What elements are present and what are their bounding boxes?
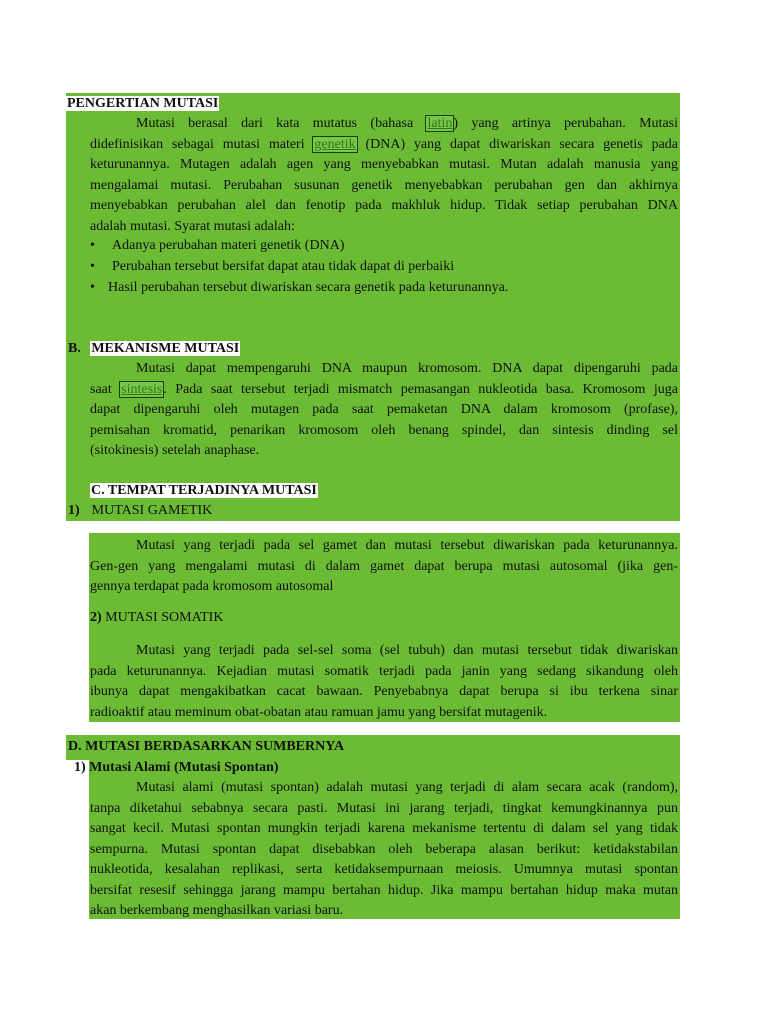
paragraph-line: Mutasi dapat mempengaruhi DNA maupun kromosom. DNA dapat dipengaruhi pada (136, 361, 678, 376)
bullet-icon: • (90, 238, 95, 253)
section-b-paragraph (90, 359, 678, 462)
subheading-mutasi-alami: 1) Mutasi Alami (Mutasi Spontan) (74, 760, 279, 775)
paragraph-line: pemisahan kromatid, penarikan kromosom oleh benang spindel, dan sintesis dinding sel (90, 422, 678, 438)
paragraph-line: (sitokinesis) setelah anaphase. (90, 443, 260, 458)
paragraph-line: Mutasi yang terjadi pada sel gamet dan mutasi tersebut diwariskan pada keturunannya. (136, 538, 678, 553)
paragraph-line: Gen-gen yang mengalami mutasi di dalam gamet dapat berupa mutasi autosomal (jika gen- (90, 558, 678, 574)
section-c-gametik-paragraph (90, 536, 678, 598)
bullet-icon: • (90, 259, 95, 274)
paragraph-line: Mutasi berasal dari kata mutatus (bahasa latin) yang artinya perubahan. Mutasi (136, 116, 678, 131)
paragraph-line: sangat kecil. Mutasi spontan mungkin terjadi karena mekanisme tertentu di dalam sel yang tidak (90, 821, 678, 836)
section-c-somatik-paragraph (90, 641, 678, 723)
subheading-mutasi-somatik: 2) MUTASI SOMATIK (90, 610, 224, 625)
paragraph-line: didefinisikan sebagai mutasi materi genetik (DNA) yang dapat diwariskan secara genetis pada (90, 136, 678, 152)
paragraph-line: keturunannya. Mutagen adalah agen yang menyebabkan mutasi. Mutan adalah manusia yang (90, 157, 678, 172)
paragraph-line: Mutasi yang terjadi pada sel-sel soma (sel tubuh) dan mutasi tersebut tidak diwariskan (136, 643, 678, 658)
paragraph-line: bersifat resesif sehingga jarang mampu bertahan hidup. Jika mampu bertahan hidup maka mutan (90, 882, 678, 898)
paragraph-line: mengalamai mutasi. Perubahan susunan genetik menyebabkan perubahan gen dan akhirnya (90, 177, 678, 193)
paragraph-line: radioaktif atau meminum obat-obatan atau ramuan jamu yang bersifat mutagenik. (90, 704, 548, 720)
bullet-item: • Hasil perubahan tersebut diwariskan secara genetik pada keturunannya. (90, 278, 508, 299)
section-d-paragraph (90, 778, 678, 922)
link-latin[interactable]: latin (427, 116, 453, 131)
paragraph-line: menyebabkan perubahan alel dan fenotip pada makhluk hidup. Tidak setiap perubahan DNA (90, 198, 678, 213)
link-sintesis[interactable]: sintesis (121, 381, 163, 397)
section-heading-pengertian: PENGERTIAN MUTASI (67, 96, 219, 111)
paragraph-line: Mutasi alami (mutasi spontan) adalah mutasi yang terjadi di alam secara acak (random), (136, 780, 678, 795)
section-heading-sumbernya: D. MUTASI BERDASARKAN SUMBERNYA (68, 739, 345, 754)
paragraph-line: tanpa diketahui sebabnya secara pasti. Mutasi ini jarang terjadi, tingkat kemungkinannya pun (90, 800, 678, 816)
paragraph-line: dapat dipengaruhi oleh mutagen pada saat pemaketan DNA dalam kromosom (profase), (90, 402, 678, 417)
paragraph-line: adalah mutasi. Syarat mutasi adalah: (90, 218, 295, 234)
bullet-item: • Perubahan tersebut bersifat dapat atau tidak dapat di perbaiki (90, 257, 454, 278)
paragraph-line: sempurna. Mutasi spontan dapat disebabkan oleh beberapa alasan berikut: ketidakstabilan (90, 841, 678, 857)
paragraph-line: pada keturunannya. Kejadian mutasi somatik terjadi pada janin yang sedang sikandung oleh (90, 663, 678, 679)
link-genetik[interactable]: genetik (314, 136, 356, 152)
paragraph-line: gennya terdapat pada kromosom autosomal (90, 579, 334, 594)
subheading-mutasi-gametik: 1) MUTASI GAMETIK (68, 503, 213, 518)
paragraph-line: nukleotida, kesalahan replikasi, serta ketidaksempurnaan meiosis. Umumnya mutasi spontan (90, 862, 678, 877)
paragraph-line: saat sintesis. Pada saat tersebut terjadi mismatch pemasangan nukleotida basa. Kromosom juga (90, 381, 678, 397)
bullet-icon: • (90, 280, 95, 295)
section-heading-mekanisme: B. MEKANISME MUTASI (68, 341, 240, 356)
section-heading-tempat: C. TEMPAT TERJADINYA MUTASI (91, 483, 317, 498)
section-a-paragraph (90, 114, 678, 237)
bullet-item: • Adanya perubahan materi genetik (DNA) (90, 236, 344, 257)
paragraph-line: ibunya dapat mengakibatkan cacat bawaan. Penyebabnya dapat berupa si ibu terkena sinar (90, 684, 678, 699)
paragraph-line: akan berkembang menghasilkan variasi baru. (90, 903, 344, 918)
